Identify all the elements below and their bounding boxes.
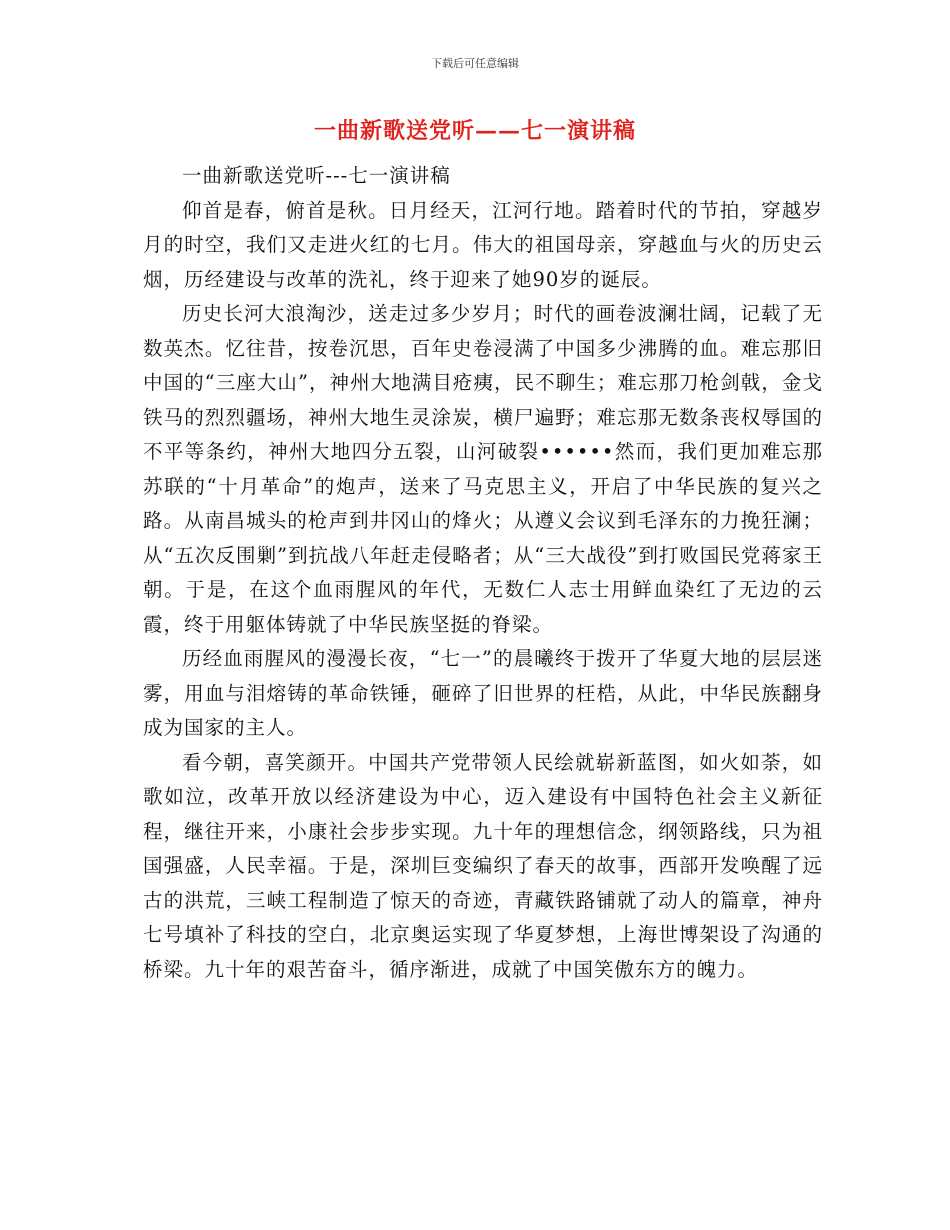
body-paragraph: 历经血雨腥风的漫漫长夜，“七一”的晨曦终于拨开了华夏大地的层层迷雾，用血与泪熔铸的革命铁锤，砸碎了旧世界的枉梏，从此，中华民族翻身成为国家的主人。 bbox=[143, 647, 823, 739]
body-paragraph: 仰首是春，俯首是秋。日月经天，江河行地。踏着时代的节拍，穿越岁月的时空，我们又走进火红的七月。伟大的祖国母亲，穿越血与火的历史云烟，历经建设与改革的洗礼，终于迎来了她90岁的诞辰。 bbox=[143, 198, 823, 291]
body-paragraph: 看今朝，喜笑颜开。中国共产党带领人民绘就崭新蓝图，如火如荼，如歌如泣，改革开放以经济建设为中心，迈入建设有中国特色社会主义新征程，继往开来，小康社会步步实现。九十年的理想信念，纲领路线，只为祖国强盛，人民幸福。于是，深圳巨变编织了春天的故事，西部开发唤醒了远古的洪荒，三峡工程制造了惊天的奇迹，青藏铁路铺就了动人的篇章，神舟七号填补了科技的空白，北京奥运实现了华夏梦想，上海世博架设了沟通的桥梁。九十年的艰苦奋斗，循序渐进，成就了中国笑傲东方的魄力。 bbox=[143, 750, 823, 981]
document-body bbox=[143, 159, 823, 987]
subtitle-paragraph: 一曲新歌送党听---七一演讲稿 bbox=[182, 164, 451, 187]
header-note: 下载后可任意编辑 bbox=[431, 57, 519, 70]
body-paragraph: 历史长河大浪淘沙，送走过多少岁月；时代的画卷波澜壮阔，记载了无数英杰。忆往昔，按卷沉思，百年史卷浸满了中国多少沸腾的血。难忘那旧中国的“三座大山”，神州大地满目疮痍，民不聊生；难忘那刀枪剑戟，金戈铁马的烈烈疆场，神州大地生灵涂炭，横尸遍野；难忘那无数条丧权辱国的不平等条约，神州大地四分五裂，山河破裂••••••然而，我们更加难忘那苏联的“十月革命”的炮声，送来了马克思主义，开启了中华民族的复兴之路。从南昌城头的枪声到井冈山的烽火；从遵义会议到毛泽东的力挽狂澜；从“五次反围剿”到抗战八年赶走侵略者；从“三大战役”到打败国民党蒋家王朝。于是，在这个血雨腥风的年代，无数仁人志士用鲜血染红了无边的云霞，终于用躯体铸就了中华民族坚挺的脊梁。 bbox=[143, 302, 823, 636]
document-title: 一曲新歌送党听——七一演讲稿 bbox=[313, 118, 636, 144]
